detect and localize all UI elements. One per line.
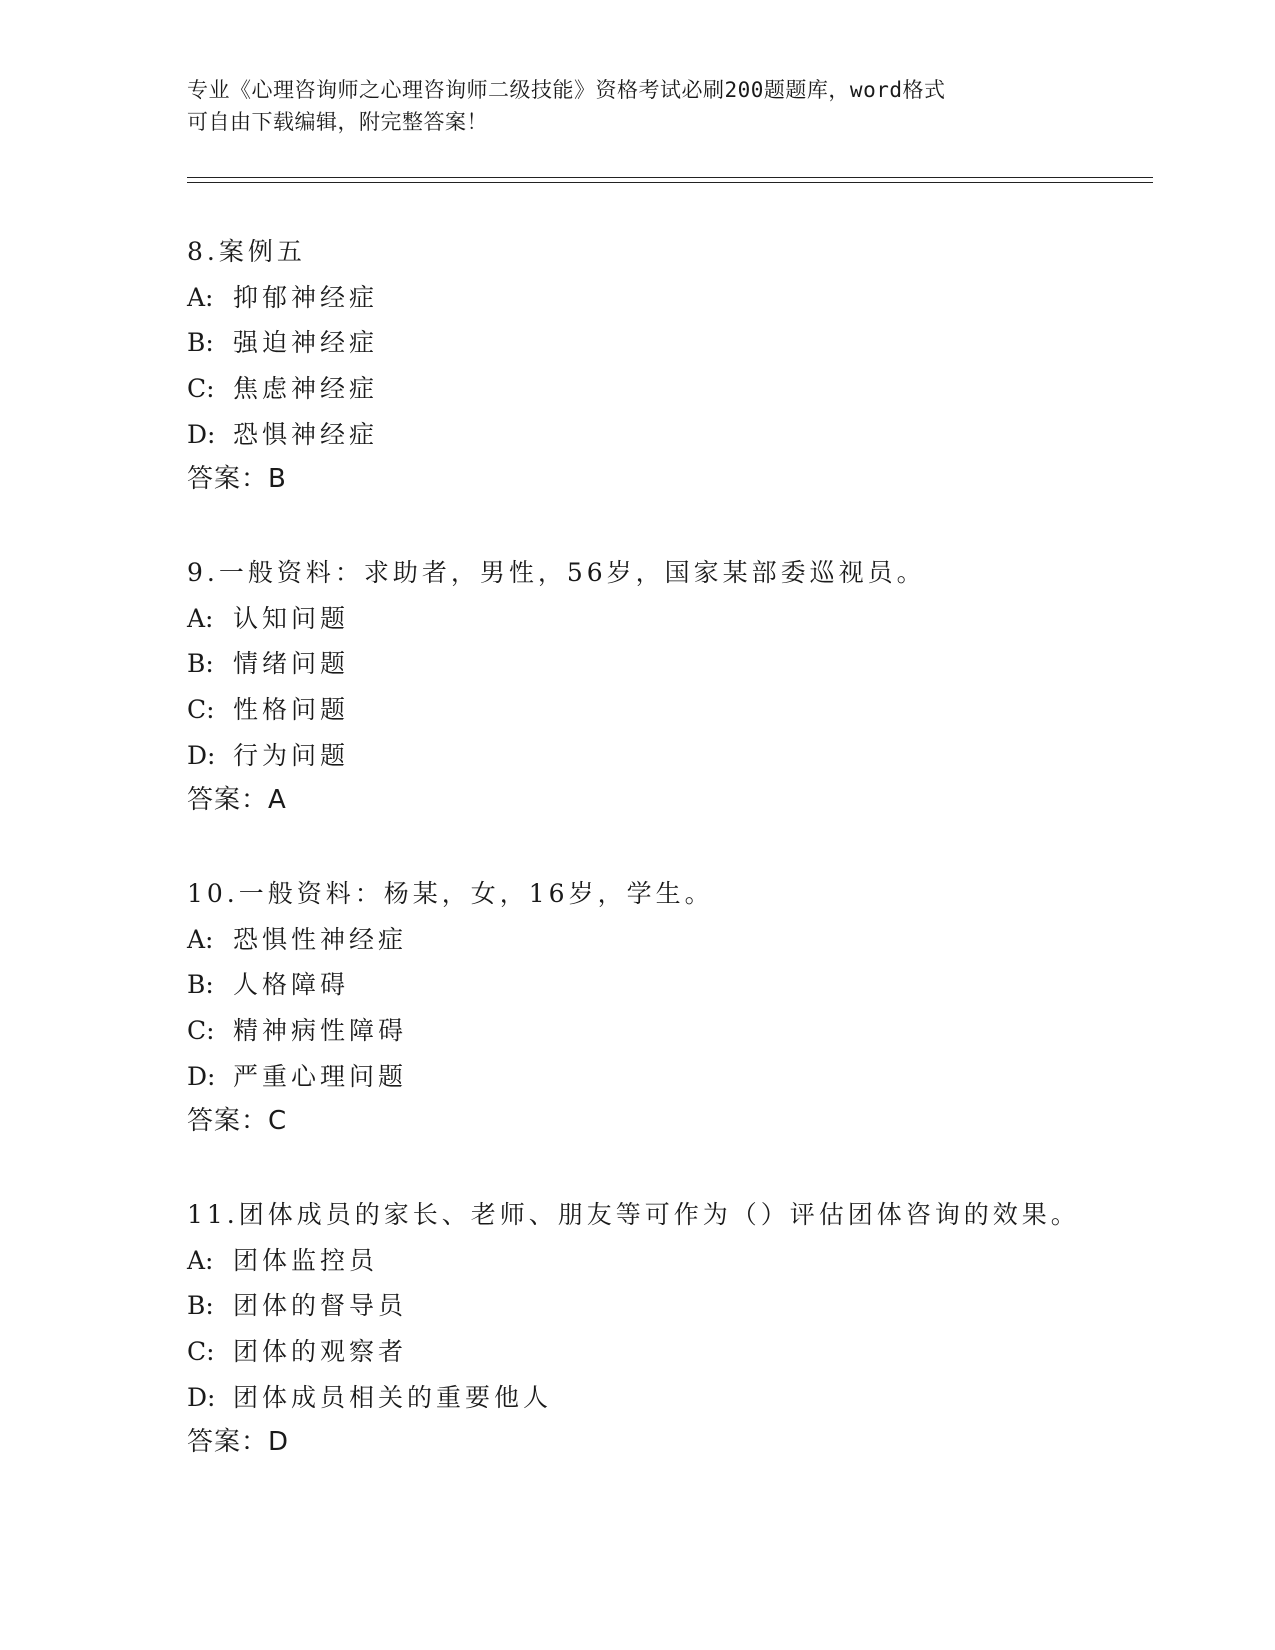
option-letter: B: bbox=[187, 649, 214, 679]
question-stem: 9.一般资料：求助者，男性，56岁，国家某部委巡视员。 bbox=[187, 558, 926, 587]
option-letter: C: bbox=[187, 374, 215, 404]
option-a bbox=[187, 917, 1187, 963]
question-8 bbox=[187, 229, 1187, 503]
answer-line: 答案：C bbox=[187, 1106, 288, 1137]
option-b bbox=[187, 641, 1187, 687]
option-letter: C: bbox=[187, 1337, 215, 1367]
option-letter: B: bbox=[187, 328, 214, 358]
header-divider-bottom bbox=[187, 182, 1153, 183]
answer-line: 答案：A bbox=[187, 785, 287, 816]
option-text: 团体的观察者 bbox=[233, 1337, 408, 1367]
option-letter: B: bbox=[187, 970, 214, 1000]
option-text: 严重心理问题 bbox=[233, 1061, 408, 1091]
option-d bbox=[187, 1054, 1187, 1100]
option-b bbox=[187, 320, 1187, 366]
question-9 bbox=[187, 550, 1187, 824]
document-header bbox=[187, 74, 1087, 138]
option-text: 人格障碍 bbox=[233, 970, 350, 1000]
option-text: 性格问题 bbox=[233, 695, 350, 725]
option-b bbox=[187, 962, 1187, 1008]
option-text: 抑郁神经症 bbox=[233, 282, 379, 312]
option-text: 恐惧性神经症 bbox=[233, 924, 408, 954]
option-text: 行为问题 bbox=[233, 740, 350, 770]
option-c bbox=[187, 1008, 1187, 1054]
question-10 bbox=[187, 871, 1187, 1145]
option-letter: C: bbox=[187, 1016, 215, 1046]
option-c bbox=[187, 1329, 1187, 1375]
option-letter: A: bbox=[187, 282, 214, 312]
option-text: 精神病性障碍 bbox=[233, 1016, 408, 1046]
answer-line: 答案：D bbox=[187, 1427, 290, 1458]
option-text: 恐惧神经症 bbox=[233, 419, 379, 449]
option-b bbox=[187, 1283, 1187, 1329]
option-letter: A: bbox=[187, 1245, 214, 1275]
header-line-2: 可自由下载编辑，附完整答案！ bbox=[187, 110, 488, 134]
option-letter: B: bbox=[187, 1291, 214, 1321]
question-11 bbox=[187, 1192, 1187, 1466]
question-stem: 10.一般资料：杨某，女，16岁，学生。 bbox=[187, 879, 714, 908]
question-stem: 11.团体成员的家长、老师、朋友等可作为（）评估团体咨询的效果。 bbox=[187, 1200, 1080, 1229]
option-letter: A: bbox=[187, 924, 214, 954]
header-divider-top bbox=[187, 177, 1153, 178]
option-a bbox=[187, 596, 1187, 642]
option-a bbox=[187, 1238, 1187, 1284]
option-c bbox=[187, 366, 1187, 412]
option-text: 强迫神经症 bbox=[233, 328, 379, 358]
option-text: 团体监控员 bbox=[233, 1245, 379, 1275]
option-letter: D: bbox=[187, 1061, 216, 1091]
option-c bbox=[187, 687, 1187, 733]
option-letter: D: bbox=[187, 1382, 216, 1412]
option-text: 团体的督导员 bbox=[233, 1291, 408, 1321]
option-letter: D: bbox=[187, 419, 216, 449]
option-text: 焦虑神经症 bbox=[233, 374, 379, 404]
question-stem: 8.案例五 bbox=[187, 237, 306, 266]
option-text: 认知问题 bbox=[233, 603, 350, 633]
header-line-1: 专业《心理咨询师之心理咨询师二级技能》资格考试必刷200题题库，word格式 bbox=[187, 78, 946, 102]
option-text: 团体成员相关的重要他人 bbox=[233, 1382, 553, 1412]
option-a bbox=[187, 275, 1187, 321]
option-text: 情绪问题 bbox=[233, 649, 350, 679]
option-letter: C: bbox=[187, 695, 215, 725]
option-d bbox=[187, 1375, 1187, 1421]
option-d bbox=[187, 733, 1187, 779]
option-letter: D: bbox=[187, 740, 216, 770]
option-d bbox=[187, 412, 1187, 458]
option-letter: A: bbox=[187, 603, 214, 633]
answer-line: 答案：B bbox=[187, 464, 287, 495]
